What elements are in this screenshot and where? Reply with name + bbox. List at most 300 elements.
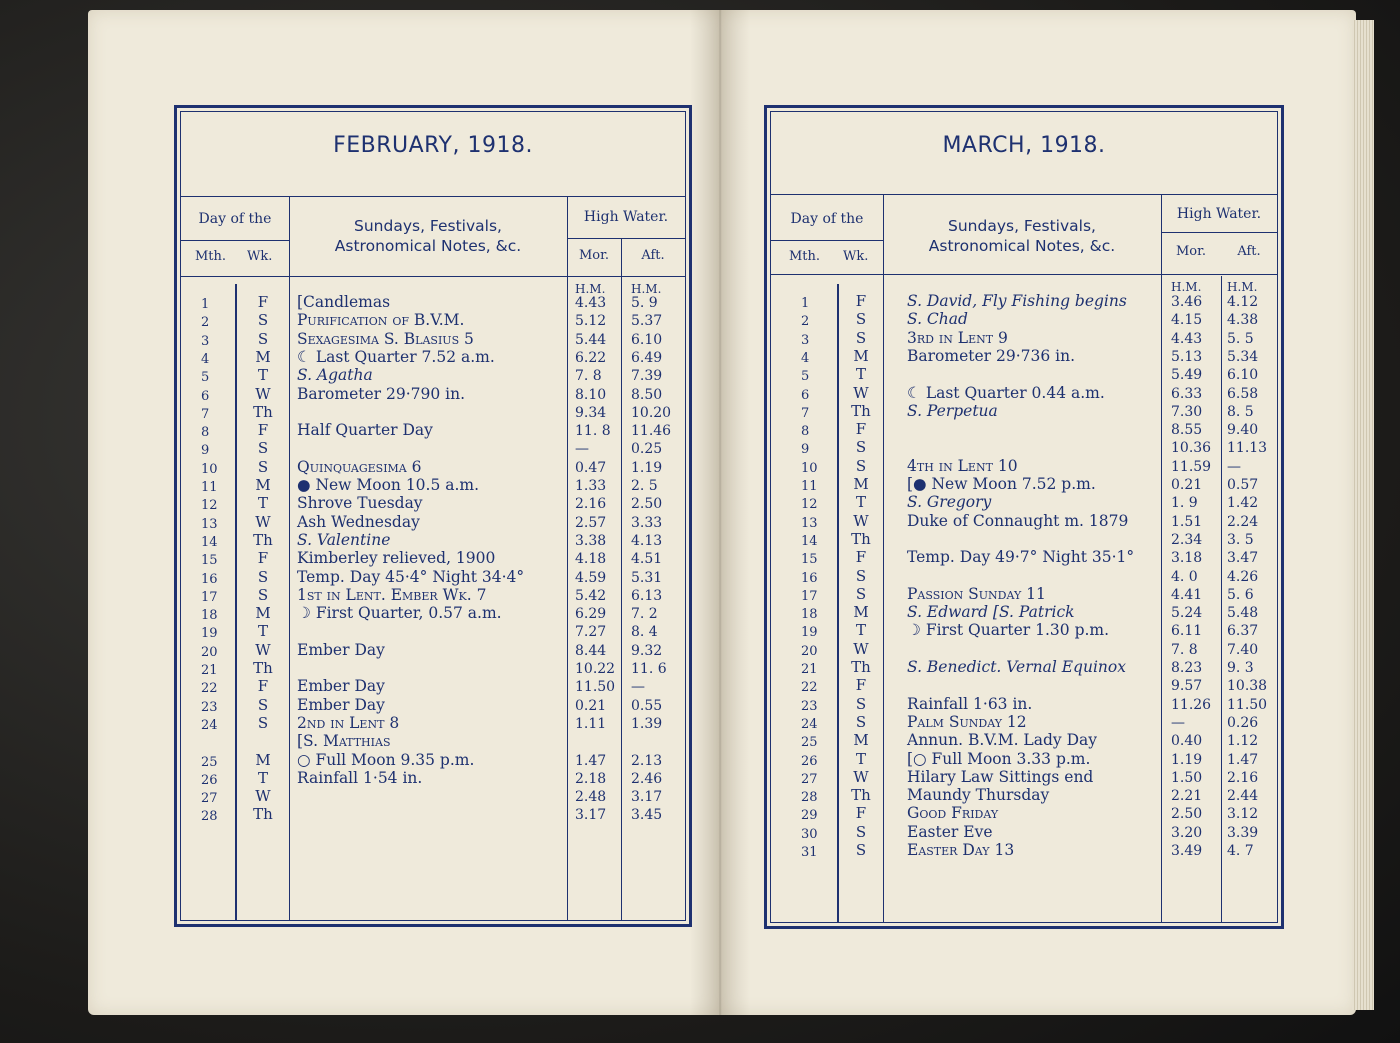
- weekday: S: [855, 712, 867, 731]
- high-water-morning: 4.15: [1171, 312, 1203, 329]
- day-of-month: 23: [201, 699, 218, 715]
- high-water-morning: 2.48: [575, 789, 607, 806]
- weekday: Th: [253, 530, 273, 549]
- weekday: T: [855, 749, 866, 768]
- weekday: F: [257, 293, 269, 311]
- day-of-month: 20: [201, 644, 218, 660]
- hm-mor-label: H.M.: [575, 282, 606, 296]
- day-of-month: 13: [801, 515, 818, 531]
- high-water-morning: 1.11: [575, 715, 607, 732]
- day-of-month: 17: [201, 589, 218, 605]
- mor-aft-rule: [621, 238, 622, 920]
- note-text: Ember Day: [297, 640, 385, 659]
- weekday: S: [257, 713, 269, 732]
- hm-mor-label: H.M.: [1171, 280, 1202, 294]
- high-water-afternoon: 0.26: [1227, 714, 1259, 731]
- high-water-afternoon: 7.40: [1227, 641, 1259, 658]
- high-water-morning: 4.43: [575, 295, 607, 311]
- note-text: S. Valentine: [297, 530, 391, 549]
- high-water-afternoon: 3.17: [631, 789, 663, 806]
- high-water-morning: 9.34: [575, 404, 607, 421]
- col-aft-header: Aft.: [641, 248, 665, 263]
- mor-aft-rule: [1221, 276, 1222, 922]
- weekday: M: [853, 475, 869, 493]
- hm-aft-label: H.M.: [1227, 280, 1258, 294]
- note-text: S. Benedict. Vernal Equinox: [907, 658, 1126, 676]
- col-mor-header: Mor.: [1175, 244, 1207, 259]
- note-text: ● New Moon 10.5 a.m.: [297, 476, 480, 494]
- day-of-month: 12: [201, 498, 218, 514]
- day-of-month: 17: [801, 588, 818, 604]
- weekday: M: [255, 347, 271, 366]
- col-notes-header: [289, 216, 567, 256]
- day-of-month: 28: [801, 790, 818, 806]
- weekday: S: [855, 566, 867, 585]
- high-water-morning: 11. 8: [575, 423, 611, 440]
- weekday: S: [855, 438, 867, 457]
- weekday: W: [853, 639, 869, 658]
- high-water-morning: 3.49: [1171, 843, 1203, 859]
- high-water-morning: 2.57: [575, 514, 607, 531]
- note-text: [Candlemas: [297, 293, 391, 311]
- weekday: S: [855, 841, 867, 859]
- hw-header-rule: [567, 238, 685, 239]
- weekday: S: [855, 822, 867, 841]
- col-aft-header: Aft.: [1237, 244, 1261, 259]
- note-text: S. Gregory: [907, 493, 992, 512]
- high-water-afternoon: 11. 6: [631, 661, 667, 677]
- note-text: ☽ First Quarter 1.30 p.m.: [907, 621, 1110, 640]
- note-text: Temp. Day 49·7° Night 35·1°: [907, 548, 1135, 567]
- day-of-month: 16: [201, 571, 218, 587]
- weekday: T: [855, 365, 866, 384]
- high-water-afternoon: 6.10: [631, 331, 663, 348]
- high-water-afternoon: 1.19: [631, 459, 663, 476]
- high-water-morning: 8.10: [575, 386, 607, 403]
- high-water-morning: 3.46: [1171, 294, 1203, 310]
- day-of-month: 3: [201, 333, 210, 349]
- high-water-afternoon: 11.13: [1227, 440, 1268, 457]
- high-water-morning: 7. 8: [1171, 641, 1198, 658]
- day-of-month: 28: [201, 809, 218, 825]
- high-water-afternoon: —: [1227, 458, 1241, 475]
- weekday: Th: [253, 805, 273, 824]
- day-of-month: 26: [201, 772, 218, 788]
- weekday: M: [853, 603, 869, 622]
- day-of-month: 25: [201, 754, 218, 770]
- high-water-afternoon: 1.12: [1227, 733, 1259, 750]
- weekday: F: [257, 421, 269, 440]
- high-water-morning: 2.16: [575, 496, 607, 513]
- high-water-afternoon: 3.47: [1227, 550, 1259, 567]
- high-water-morning: 7.30: [1171, 403, 1203, 420]
- high-water-afternoon: 9. 3: [1227, 660, 1254, 676]
- header-rule-bottom: [771, 274, 1277, 275]
- weekday: S: [257, 567, 269, 586]
- high-water-afternoon: 5.37: [631, 313, 663, 330]
- high-water-morning: 5.13: [1171, 348, 1203, 365]
- weekday: T: [257, 768, 268, 787]
- note-text: Sexagesima S. Blasius 5: [297, 329, 474, 348]
- day-of-month: 22: [801, 680, 818, 696]
- col-wk-header: Wk.: [247, 249, 273, 264]
- month-title: FEBRUARY, 1918.: [333, 133, 533, 158]
- note-text: Ember Day: [297, 677, 385, 696]
- day-of-month: 8: [801, 424, 810, 440]
- weekday: S: [855, 310, 867, 329]
- high-water-morning: 1.51: [1171, 513, 1203, 530]
- note-text: Purification of B.V.M.: [297, 311, 465, 330]
- col-wk-header: Wk.: [843, 249, 869, 264]
- note-text: Ash Wednesday: [297, 512, 420, 531]
- high-water-morning: 3.18: [1171, 550, 1203, 567]
- note-text: Rainfall 1·54 in.: [297, 768, 423, 787]
- high-water-morning: 6.29: [575, 606, 607, 623]
- weekday: S: [257, 585, 269, 604]
- high-water-morning: 11.26: [1171, 696, 1212, 713]
- day-of-month: 9: [801, 442, 810, 458]
- day-of-month: 27: [201, 791, 218, 807]
- high-water-morning: 2.21: [1171, 788, 1203, 805]
- high-water-afternoon: 0.25: [631, 441, 663, 458]
- day-of-month: 13: [201, 516, 218, 532]
- day-of-month: 18: [201, 608, 218, 624]
- note-text: Rainfall 1·63 in.: [907, 694, 1033, 713]
- high-water-morning: 11.59: [1171, 458, 1212, 475]
- note-text: Annun. B.V.M. Lady Day: [907, 731, 1097, 750]
- high-water-afternoon: 2.44: [1227, 788, 1259, 805]
- note-text: [S. Matthias: [297, 732, 391, 751]
- march-calendar: [764, 105, 1284, 929]
- day-of-month: 19: [801, 625, 818, 641]
- note-text: Easter Day 13: [907, 841, 1015, 859]
- high-water-afternoon: 4.26: [1227, 568, 1259, 585]
- note-text: [○ Full Moon 3.33 p.m.: [907, 749, 1091, 768]
- high-water-morning: 2.34: [1171, 531, 1203, 548]
- high-water-morning: 2.50: [1171, 806, 1203, 823]
- high-water-morning: 3.38: [575, 532, 607, 549]
- high-water-morning: 0.21: [575, 697, 607, 714]
- day-of-month: 9: [201, 443, 210, 459]
- high-water-afternoon: 5. 5: [1227, 330, 1254, 347]
- high-water-afternoon: 3.12: [1227, 806, 1259, 823]
- day-of-month: 22: [201, 681, 218, 697]
- weekday: Th: [851, 401, 871, 420]
- day-of-month: 3: [801, 332, 810, 348]
- note-text: S. Edward [S. Patrick: [907, 603, 1075, 622]
- col-mth-header: Mth.: [195, 249, 227, 264]
- day-of-month: 10: [201, 461, 218, 477]
- note-text: Hilary Law Sittings end: [907, 767, 1094, 786]
- weekday: S: [257, 311, 269, 330]
- notes-hw-rule: [1161, 194, 1162, 922]
- high-water-morning: 0.21: [1171, 477, 1203, 493]
- day-of-month: 6: [801, 387, 810, 403]
- weekday: M: [255, 750, 271, 769]
- high-water-afternoon: 5. 6: [1227, 586, 1254, 603]
- day-of-month: 23: [801, 698, 818, 714]
- day-of-month: 24: [801, 716, 818, 732]
- weekday: W: [255, 512, 271, 531]
- col-mor-header: Mor.: [578, 248, 610, 263]
- weekday: S: [855, 584, 867, 603]
- weekday: F: [855, 804, 867, 823]
- high-water-afternoon: 4. 7: [1227, 843, 1254, 859]
- note-text: S. David, Fly Fishing begins: [907, 292, 1127, 310]
- weekday: W: [853, 511, 869, 530]
- notes-hw-rule: [567, 196, 568, 920]
- high-water-morning: —: [1171, 714, 1185, 731]
- note-text: S. Agatha: [297, 366, 373, 385]
- high-water-morning: 1.19: [1171, 751, 1203, 768]
- day-of-month: 24: [201, 717, 218, 733]
- weekday: S: [257, 457, 269, 476]
- weekday: W: [853, 767, 869, 786]
- col-hw-header: High Water.: [1176, 206, 1262, 222]
- note-text: Easter Eve: [907, 822, 993, 841]
- weekday: W: [255, 640, 271, 659]
- note-text: Duke of Connaught m. 1879: [907, 511, 1129, 530]
- weekday: T: [257, 494, 268, 513]
- note-text: Good Friday: [907, 804, 999, 823]
- high-water-afternoon: 3.39: [1227, 824, 1259, 841]
- weekday: W: [255, 787, 271, 806]
- high-water-morning: 8.55: [1171, 422, 1203, 439]
- high-water-afternoon: 5.34: [1227, 348, 1259, 365]
- high-water-afternoon: 0.55: [631, 697, 663, 714]
- high-water-afternoon: 6.13: [631, 587, 663, 604]
- day-of-month: 12: [801, 497, 818, 513]
- high-water-afternoon: 1.42: [1227, 495, 1259, 512]
- high-water-morning: 0.40: [1171, 733, 1203, 750]
- day-of-month: 29: [801, 808, 818, 824]
- note-text: Ember Day: [297, 695, 385, 714]
- high-water-morning: 8.23: [1171, 660, 1203, 676]
- high-water-morning: 1. 9: [1171, 495, 1198, 512]
- high-water-afternoon: 2. 5: [631, 478, 658, 494]
- note-text: Kimberley relieved, 1900: [297, 549, 496, 568]
- weekday: M: [255, 476, 271, 494]
- high-water-afternoon: 11.50: [1227, 696, 1268, 713]
- high-water-morning: 4.18: [575, 551, 607, 568]
- col-day-header: Day of the: [790, 211, 864, 227]
- weekday: Th: [851, 658, 871, 676]
- day-header-rule: [181, 240, 289, 241]
- note-text: 1st in Lent. Ember Wk. 7: [297, 585, 487, 604]
- weekday: F: [257, 677, 269, 696]
- day-of-month: 14: [801, 533, 818, 549]
- high-water-afternoon: 9.32: [631, 642, 663, 659]
- day-of-month: 5: [201, 370, 210, 386]
- day-of-month: 10: [801, 460, 818, 476]
- month-title: MARCH, 1918.: [942, 133, 1106, 158]
- day-of-month: 4: [801, 350, 810, 366]
- high-water-morning: 5.42: [575, 587, 607, 604]
- high-water-afternoon: 5.48: [1227, 605, 1259, 622]
- weekday: T: [855, 621, 866, 640]
- note-text: Temp. Day 45·4° Night 34·4°: [297, 567, 525, 586]
- note-text: Shrove Tuesday: [297, 494, 423, 513]
- high-water-afternoon: 4.12: [1227, 294, 1259, 310]
- weekday: F: [855, 292, 867, 310]
- high-water-afternoon: 3. 5: [1227, 531, 1254, 548]
- note-text: Quinquagesima 6: [297, 457, 422, 476]
- high-water-morning: 5.49: [1171, 367, 1203, 384]
- day-of-month: 31: [801, 845, 818, 860]
- day-of-month: 11: [201, 480, 218, 495]
- day-of-month: 27: [801, 771, 818, 787]
- col-notes-line2: Astronomical Notes, &c.: [928, 237, 1116, 255]
- note-text: ☾ Last Quarter 7.52 a.m.: [297, 347, 495, 366]
- february-calendar: [174, 105, 692, 927]
- high-water-afternoon: 7. 2: [631, 606, 658, 623]
- weekday: M: [853, 731, 869, 750]
- day-of-month: 20: [801, 643, 818, 659]
- day-notes-rule: [289, 196, 290, 920]
- mth-wk-rule: [235, 284, 237, 920]
- high-water-afternoon: 3.45: [631, 807, 663, 824]
- note-text: Passion Sunday 11: [907, 584, 1046, 603]
- high-water-morning: 10.22: [575, 661, 616, 677]
- weekday: F: [257, 549, 269, 568]
- weekday: T: [855, 493, 866, 512]
- header-rule-top: [771, 194, 1277, 195]
- high-water-afternoon: 9.40: [1227, 422, 1259, 439]
- mth-wk-rule: [837, 284, 839, 922]
- hm-aft-label: H.M.: [631, 282, 662, 296]
- note-text: ☾ Last Quarter 0.44 a.m.: [907, 383, 1105, 402]
- high-water-morning: 4. 0: [1171, 568, 1198, 585]
- weekday: W: [853, 383, 869, 402]
- high-water-afternoon: 8. 5: [1227, 403, 1254, 420]
- high-water-afternoon: 4.51: [631, 551, 663, 568]
- weekday: S: [855, 328, 867, 347]
- weekday: S: [257, 439, 269, 458]
- note-text: ○ Full Moon 9.35 p.m.: [297, 750, 475, 769]
- high-water-afternoon: 5.31: [631, 569, 663, 586]
- high-water-afternoon: 10.20: [631, 404, 672, 421]
- high-water-afternoon: 7.39: [631, 368, 663, 385]
- weekday: Th: [253, 402, 273, 421]
- weekday: T: [257, 366, 268, 385]
- note-text: [● New Moon 7.52 p.m.: [907, 475, 1096, 493]
- note-text: S. Chad: [907, 310, 968, 329]
- high-water-morning: 3.20: [1171, 824, 1203, 841]
- high-water-afternoon: 4.13: [631, 532, 663, 549]
- high-water-afternoon: —: [631, 679, 645, 696]
- day-of-month: 21: [201, 663, 218, 678]
- weekday: T: [257, 622, 268, 641]
- high-water-morning: 9.57: [1171, 678, 1203, 695]
- high-water-morning: 2.18: [575, 770, 607, 787]
- day-of-month: 15: [801, 552, 818, 568]
- col-hw-header: High Water.: [583, 209, 669, 225]
- weekday: M: [853, 346, 869, 365]
- high-water-morning: 7. 8: [575, 368, 602, 385]
- day-of-month: 7: [201, 406, 210, 422]
- high-water-morning: 6.33: [1171, 385, 1203, 402]
- col-notes-line1: Sundays, Festivals,: [354, 217, 502, 235]
- note-text: 2nd in Lent 8: [297, 713, 400, 732]
- high-water-afternoon: 6.37: [1227, 623, 1259, 640]
- col-notes-line1: Sundays, Festivals,: [948, 217, 1096, 235]
- note-text: Half Quarter Day: [297, 421, 433, 440]
- hw-header-rule: [1161, 232, 1277, 233]
- high-water-afternoon: 2.24: [1227, 513, 1259, 530]
- weekday: M: [255, 604, 271, 623]
- high-water-morning: 6.22: [575, 349, 607, 366]
- day-of-month: 2: [801, 314, 810, 330]
- note-text: Barometer 29·736 in.: [907, 346, 1076, 365]
- day-of-month: 19: [201, 626, 218, 642]
- weekday: Th: [851, 786, 871, 805]
- col-notes-header: [883, 216, 1161, 256]
- page-edges: [1352, 20, 1374, 1010]
- day-notes-rule: [883, 194, 884, 922]
- high-water-afternoon: 2.13: [631, 752, 663, 769]
- header-rule-bottom: [181, 276, 685, 277]
- high-water-morning: 7.27: [575, 624, 607, 641]
- high-water-afternoon: 0.57: [1227, 477, 1259, 493]
- day-of-month: 21: [801, 662, 818, 677]
- weekday: S: [855, 456, 867, 475]
- high-water-afternoon: 1.47: [1227, 751, 1259, 768]
- header-rule-top: [181, 196, 685, 197]
- high-water-afternoon: 8.50: [631, 386, 663, 403]
- day-of-month: 7: [801, 405, 810, 421]
- day-of-month: 2: [201, 315, 210, 331]
- high-water-morning: 11.50: [575, 679, 616, 696]
- day-header-rule: [771, 240, 883, 241]
- high-water-morning: 1.33: [575, 478, 607, 494]
- day-of-month: 15: [201, 553, 218, 569]
- high-water-afternoon: 5. 9: [631, 295, 658, 311]
- day-of-month: 26: [801, 753, 818, 769]
- high-water-afternoon: 8. 4: [631, 624, 658, 641]
- weekday: F: [855, 420, 867, 439]
- day-of-month: 18: [801, 607, 818, 623]
- day-of-month: 14: [201, 534, 218, 550]
- note-text: ☽ First Quarter, 0.57 a.m.: [297, 604, 502, 623]
- high-water-morning: 5.12: [575, 313, 607, 330]
- high-water-morning: 4.41: [1171, 586, 1203, 603]
- high-water-morning: 6.11: [1171, 623, 1203, 640]
- high-water-afternoon: 10.38: [1227, 678, 1268, 695]
- day-of-month: 8: [201, 425, 210, 441]
- note-text: S. Perpetua: [907, 401, 998, 420]
- high-water-morning: 10.36: [1171, 440, 1212, 457]
- high-water-afternoon: 11.46: [631, 423, 672, 440]
- day-of-month: 1: [801, 296, 810, 311]
- weekday: S: [257, 695, 269, 714]
- col-mth-header: Mth.: [789, 249, 821, 264]
- note-text: Maundy Thursday: [907, 786, 1050, 805]
- note-text: Palm Sunday 12: [907, 712, 1027, 731]
- note-text: Barometer 29·790 in.: [297, 384, 466, 403]
- weekday: S: [855, 694, 867, 713]
- high-water-morning: 0.47: [575, 459, 607, 476]
- high-water-morning: 1.47: [575, 752, 607, 769]
- day-of-month: 30: [801, 826, 818, 842]
- day-of-month: 25: [801, 735, 818, 751]
- day-of-month: 4: [201, 351, 210, 367]
- col-notes-line2: Astronomical Notes, &c.: [334, 237, 522, 255]
- weekday: W: [255, 384, 271, 403]
- high-water-morning: 1.50: [1171, 769, 1203, 786]
- high-water-morning: 5.24: [1171, 605, 1203, 622]
- note-text: 3rd in Lent 9: [907, 328, 1008, 347]
- high-water-afternoon: 6.58: [1227, 385, 1259, 402]
